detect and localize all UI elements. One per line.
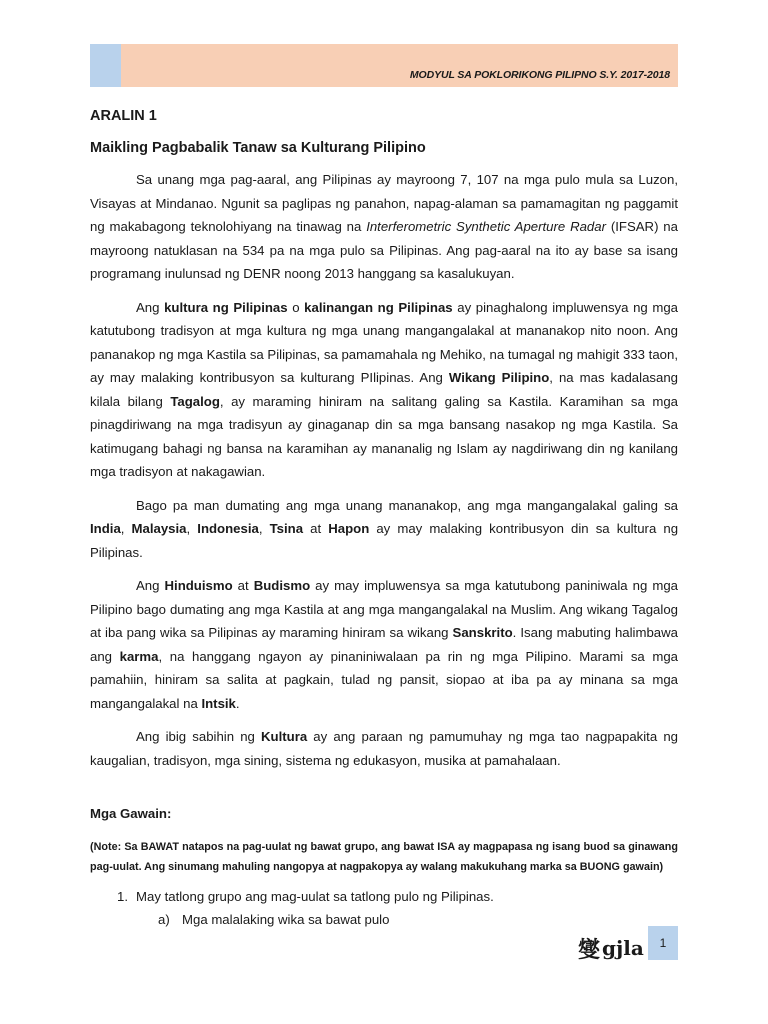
activities-heading: Mga Gawain: [90,806,172,821]
list-number: 1. [117,889,128,904]
list-text: May tatlong grupo ang mag-uulat sa tatlong pulo ng Pilipinas. [136,889,494,904]
footer-logo [578,933,644,963]
paragraph-3: Bago pa man dumating ang mga unang mananakop, ang mga mangangalakal galing sa India, Malaysia, Indonesia, Tsina at Hapon ay may malaking kontribusyon din sa kultura ng Pilipinas. [90,497,679,560]
lesson-subtitle: Maikling Pagbabalik Tanaw sa Kulturang Pilipino [90,140,426,156]
paragraph-4: Ang Hinduismo at Budismo ay may impluwensya sa mga katutubong paniniwala ng mga Pilipino bago dumating ang mga Kastila at ang mga mangangalakal na Muslim. Ang wikang Tagalog at iba pang wika sa Pilipinas ay maraming hiniram sa wikang Sanskrito. Isang mabuting halimbawa ang karma, na hanggang ngayon ay pinaniniwalaan pa rin ng mga Pilipino. Marami sa mga pamahiin, hiniram sa salita at pagkain, tulad ng pansit, siopao at iba pa ay minana sa mga mangangalakal na Intsik. [90,578,679,711]
paragraph-5: Ang ibig sabihin ng Kultura ay ang paraan ng pamumuhay ng mga tao nagpapakita ng kaugalian, tradisyon, mga sining, sistema ng edukasyon, musika at pamahalaan. [90,729,678,768]
italic-term: Interferometric Synthetic Aperture Radar [366,219,606,234]
header-bar [90,44,678,87]
list-item [90,885,678,908]
paragraph-2: Ang kultura ng Pilipinas o kalinangan ng Pilipinas ay pinaghalong impluwensya ng mga katutubong tradisyon at mga kultura ng mga unang mangangalakal at mananakop nito noon. Ang pananakop ng mga Kastila sa Pilipinas, sa pamamahala ng Mehiko, na tumagal ng mahigit 333 taon, ay may malaking kontribusyon sa kulturang PIlipinas. Ang Wikang Pilipino, na mas kadalasang kilala bilang Tagalog, ay maraming hiniram na salitang galing sa Kastila. Karamihan sa mga pinagdiriwang na mga tradisyun ay ginaganap din sa mga bansang nasakop ng mga Kastila. Sa katimugang bahagi ng bansa na karamihan ay mananalig ng Islam ay nagdiriwang din ng kanilang mga tradisyon at nakagawian. [90,299,679,479]
logo-text: gjla [602,936,644,960]
activities-note: (Note: Sa BAWAT natapos na pag-uulat ng bawat grupo, ang bawat ISA ay magpapasa ng isang buod sa ginawang pag-uulat. Ang sinumang mahuling nangopya at nagpakopya ay walang makukuhang marka sa BUONG gawain) [90,841,678,873]
paragraph-1: Sa unang mga pag-aaral, ang Pilipinas ay mayroong 7, 107 na mga pulo mula sa Luzon, Visayas at Mindanao. Ngunit sa paglipas ng panahon, napag-alaman sa pamamagitan ng paggamit ng makabagong teknolohiyang na tinawag na Interferometric Synthetic Aperture Radar (IFSAR) na mayroong natuklasan na 534 pa na mga pulo sa Pilipinas. Ang pag-aaral na ito ay base sa isang programang inulunsad ng DENR noong 2013 hanggang sa kasalukuyan. [90,172,678,281]
header-band [121,44,678,87]
sub-list-letter: a) [158,912,170,927]
header-title: MODYUL SA POKLORIKONG PILIPNO S.Y. 2017-2018 [409,69,670,81]
sub-list-text: Mga malalaking wika sa bawat pulo [182,912,390,927]
lesson-heading: ARALIN 1 [90,108,157,124]
logo-glyph-icon: 燮 [578,936,601,963]
page-number: 1 [648,926,678,960]
document-body [90,100,678,931]
header-accent-block [90,44,121,87]
sub-list-item [90,908,678,931]
